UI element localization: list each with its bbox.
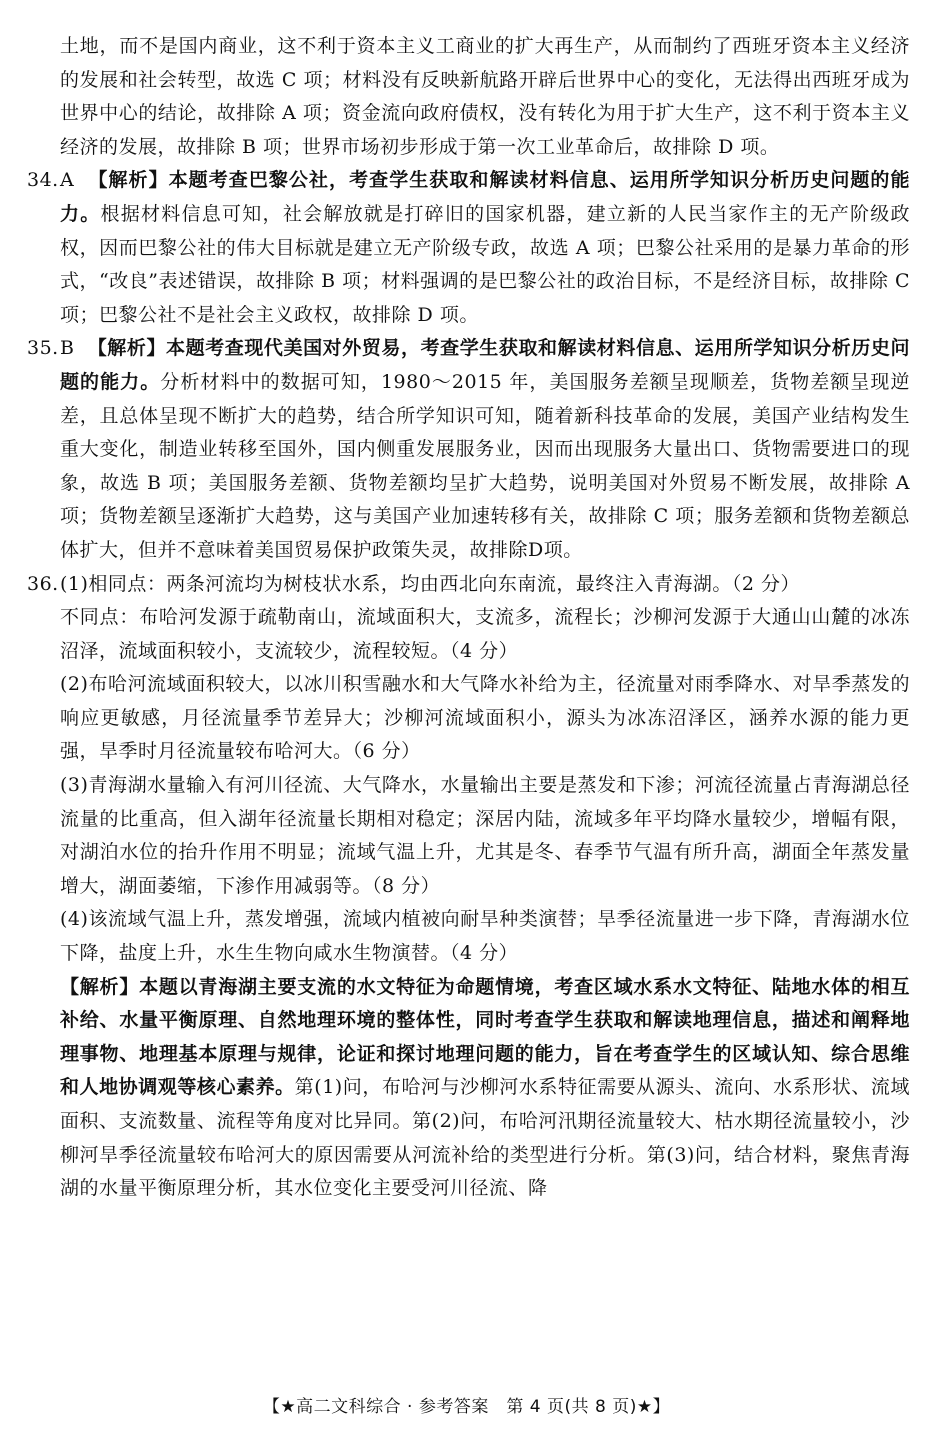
question-36 (27, 568, 910, 602)
answer-letter: A (60, 169, 75, 192)
analysis-heading: 【解析】本题以青海湖主要支流的水文特征为命题情境，考查区域水系水文特征、陆地水体的相互补给、水量平衡原理、自然地理环境的整体性，同时考查学生获取和解读地理信息，描述和阐释地理事物、地理基本原理与规律，论证和探讨地理问题的能力，旨在考查学生的区域认知、综合思维和人地协调观等核心素养。 (60, 975, 910, 1099)
analysis-36 (27, 971, 910, 1206)
question-body (60, 568, 910, 602)
analysis-text: 根据材料信息可知，社会解放就是打碎旧的国家机器，建立新的人民当家作主的无产阶级政权，因而巴黎公社的伟大目标就是建立无产阶级专政，故选 A 项；巴黎公社采用的是暴力革命的形式，“改良”表述错误，故排除 B 项；材料强调的是巴黎公社的政治目标，不是经济目标，故排除 C 项；巴黎公社不是社会主义政权，故排除 D 项。 (60, 202, 910, 326)
question-number: 35. (27, 337, 59, 360)
question-number: 36. (27, 572, 59, 595)
paragraph-continued: 土地，而不是国内商业，这不利于资本主义工商业的扩大再生产，从而制约了西班牙资本主义经济的发展和社会转型，故选 C 项；材料没有反映新航路开辟后世界中心的变化，无法得出西班牙成为世界中心的结论，故排除 A 项；资金流向政府债权，没有转化为用于扩大生产，这不利于资本主义经济的发展，故排除 B 项；世界市场初步形成于第一次工业革命后，故排除 D 项。 (60, 35, 910, 158)
analysis-heading: 【解析】本题考查现代美国对外贸易，考查学生获取和解读材料信息、运用所学知识分析历史问题的能力。 (60, 337, 910, 393)
page-footer: 【★高二文科综合 · 参考答案 第 4 页(共 8 页)★】 (262, 1397, 671, 1417)
analysis-text: 分析材料中的数据可知，1980～2015 年，美国服务差额呈现顺差，货物差额呈现逆差，且总体呈现不断扩大的趋势，结合所学知识可知，随着新科技革命的发展，美国产业结构发生重大变化，制造业转移至国外，国内侧重发展服务业，因而出现服务大量出口、货物需要进口的现象，故选 B 项；美国服务差额、货物差额均呈扩大趋势，说明美国对外贸易不断发展，故排除 A 项；货物差额呈逐渐扩大趋势，这与美国产业加速转移有关，故排除 C 项；服务差额和货物差额总体扩大，但并不意味着美国贸易保护政策失灵，故排除D项。 (60, 370, 910, 561)
answer-part-1: (1)相同点：两条河流均为树枝状水系，均由西北向东南流，最终注入青海湖。（2 分） (60, 572, 801, 595)
question-35 (27, 332, 910, 567)
answer-letter: B (60, 337, 75, 360)
answer-part-2: (2)布哈河流域面积较大，以冰川积雪融水和大气降水补给为主，径流量对雨季降水、对旱季蒸发的响应更敏感，月径流量季节差异大；沙柳河流域面积小，源头为冰冻沼泽区，涵养水源的能力更强，旱季时月径流量较布哈河大。（6 分） (60, 673, 910, 763)
page-content (27, 30, 910, 1206)
answer-part-4: (4)该流域气温上升，蒸发增强，流域内植被向耐旱种类演替；旱季径流量进一步下降，青海湖水位下降，盐度上升，水生生物向咸水生物演替。（4 分） (60, 908, 910, 965)
question-34 (27, 164, 910, 332)
question-number: 34. (27, 169, 59, 192)
question-body (60, 164, 910, 332)
question-body (60, 332, 910, 567)
answer-part-1-differences: 不同点：布哈河发源于疏勒南山，流域面积大，支流多，流程长；沙柳河发源于大通山山麓的冰冻沼泽，流域面积较小，支流较少，流程较短。（4 分） (60, 606, 910, 662)
analysis-text: 第(1)问，布哈河与沙柳河水系特征需要从源头、流向、水系形状、流域面积、支流数量、流程等角度对比异同。第(2)问，布哈河汛期径流量较大、枯水期径流量较小，沙柳河旱季径流量较布哈河大的原因需要从河流补给的类型进行分析。第(3)问，结合材料，聚焦青海湖的水量平衡原理分析，其水位变化主要受河川径流、降 (60, 1076, 910, 1200)
answer-part-3: (3)青海湖水量输入有河川径流、大气降水，水量输出主要是蒸发和下渗；河流径流量占青海湖总径流量的比重高，但入湖年径流量长期相对稳定；深居内陆，流域多年平均降水量较少，增幅有限，对湖泊水位的抬升作用不明显；流域气温上升，尤其是冬、春季节气温有所升高，湖面全年蒸发量增大，湖面萎缩，下渗作用减弱等。（8 分） (60, 774, 910, 897)
analysis-heading: 【解析】本题考查巴黎公社，考查学生获取和解读材料信息、运用所学知识分析历史问题的能力。 (60, 169, 910, 225)
